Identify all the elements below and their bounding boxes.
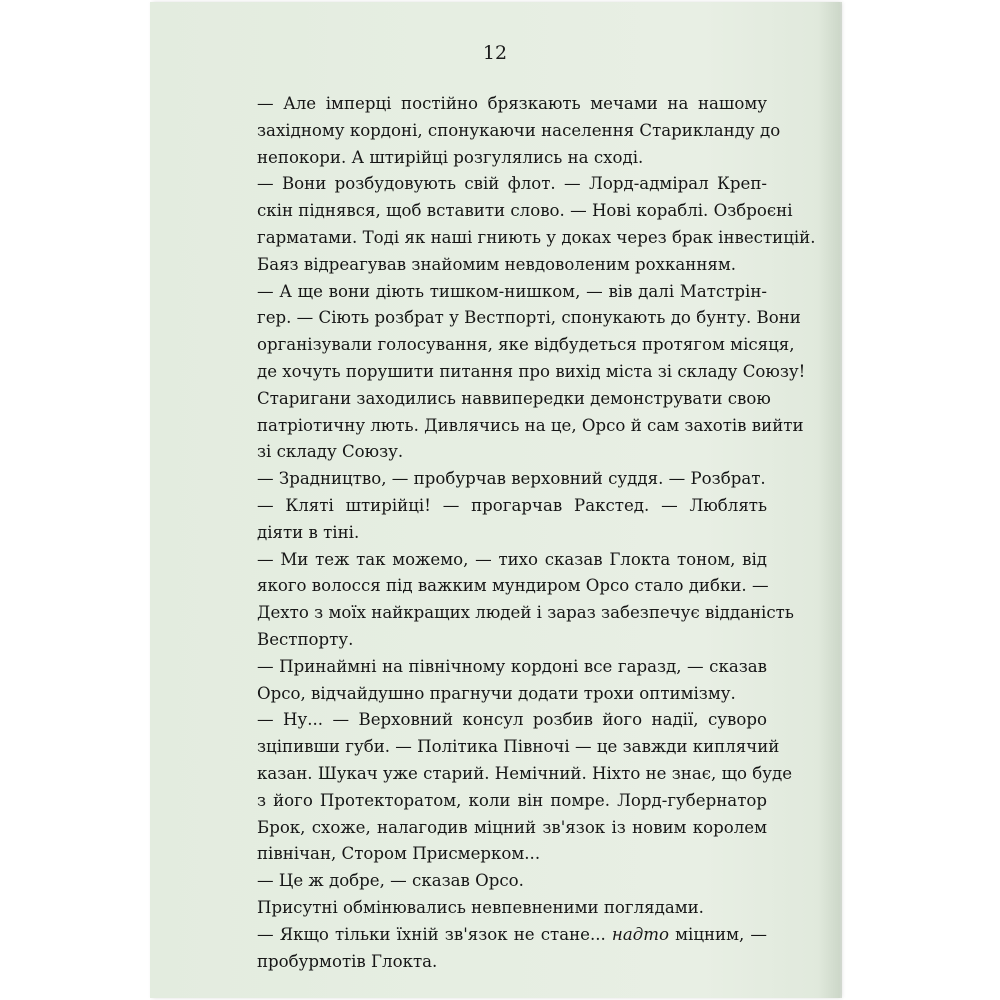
text-line: гер. — Сіють розбрат у Вестпорті, спонукають до бунту. Вони: [257, 308, 801, 328]
text-line: [257, 922, 767, 949]
text-segment: міцним, —: [669, 924, 767, 944]
text-line: — Принаймні на північному кордоні все гаразд, — сказав: [257, 656, 767, 676]
text-line: гарматами. Тоді як наші гниють у доках через брак інвестицій.: [257, 227, 816, 247]
text-line: Присутні обмінювались невпевненими поглядами.: [257, 897, 704, 917]
text-line: діяти в тіні.: [257, 522, 360, 542]
text-segment: — Якщо тільки їхній зв'язок не стане...: [257, 924, 612, 944]
text-line: — Ну... — Верховний консул розбив його надії, суворо: [257, 710, 767, 730]
text-line: західному кордоні, спонукаючи населення Старикланду до: [257, 120, 781, 140]
text-line: патріотичну лють. Дивлячись на це, Орсо й сам захотів вийти: [257, 415, 804, 435]
text-line: непокори. А штирійці розгулялись на сході.: [257, 147, 644, 167]
text-line: якого волосся під важким мундиром Орсо стало дибки. —: [257, 576, 769, 596]
text-line: зціпивши губи. — Політика Півночі — це завжди киплячий: [257, 737, 780, 757]
text-line: з його Протекторатом, коли він помре. Лорд-губернатор: [257, 790, 767, 810]
text-line: — Кляті штирійці! — прогарчав Ракстед. — Люблять: [257, 495, 767, 515]
text-line: де хочуть порушити питання про вихід міста зі складу Союзу!: [257, 361, 806, 381]
text-line: — Це ж добре, — сказав Орсо.: [257, 871, 524, 891]
text-line: Орсо, відчайдушно прагнучи додати трохи оптимізму.: [257, 683, 736, 703]
text-line: — А ще вони діють тишком-нишком, — вів далі Матстрін-: [257, 281, 767, 301]
text-line: організували голосування, яке відбудеться протягом місяця,: [257, 335, 795, 355]
text-line: казан. Шукач уже старий. Немічний. Ніхто не знає, що буде: [257, 763, 793, 783]
text-line: пробурмотів Глокта.: [257, 951, 438, 971]
page-edge: [818, 2, 842, 998]
text-line: — Але імперці постійно брязкають мечами на нашому: [257, 94, 767, 113]
body-text: [257, 91, 816, 975]
text-line: Баяз відреагував знайомим невдоволеним рохканням.: [257, 254, 737, 274]
text-line: — Зрадництво, — пробурчав верховний суддя. — Розбрат.: [257, 469, 766, 489]
italic-emphasis: надто: [611, 924, 669, 944]
text-line: скін піднявся, щоб вставити слово. — Нові кораблі. Озброєні: [257, 201, 793, 221]
text-line: — Ми теж так можемо, — тихо сказав Глокта тоном, від: [257, 549, 767, 569]
text-line: — Вони розбудовують свій флот. — Лорд-адмірал Креп-: [257, 174, 767, 194]
text-line: Дехто з моїх найкращих людей і зараз забезпечує відданість: [257, 603, 794, 623]
text-line: Старигани заходились наввипередки демонструвати свою: [257, 388, 771, 408]
text-line: зі складу Союзу.: [257, 442, 404, 462]
text-line: Вестпорту.: [257, 629, 354, 649]
page-number: 12: [482, 42, 508, 64]
text-line: північан, Стором Присмерком...: [257, 844, 541, 864]
text-line: Брок, схоже, налагодив міцний зв'язок із новим королем: [257, 817, 767, 837]
